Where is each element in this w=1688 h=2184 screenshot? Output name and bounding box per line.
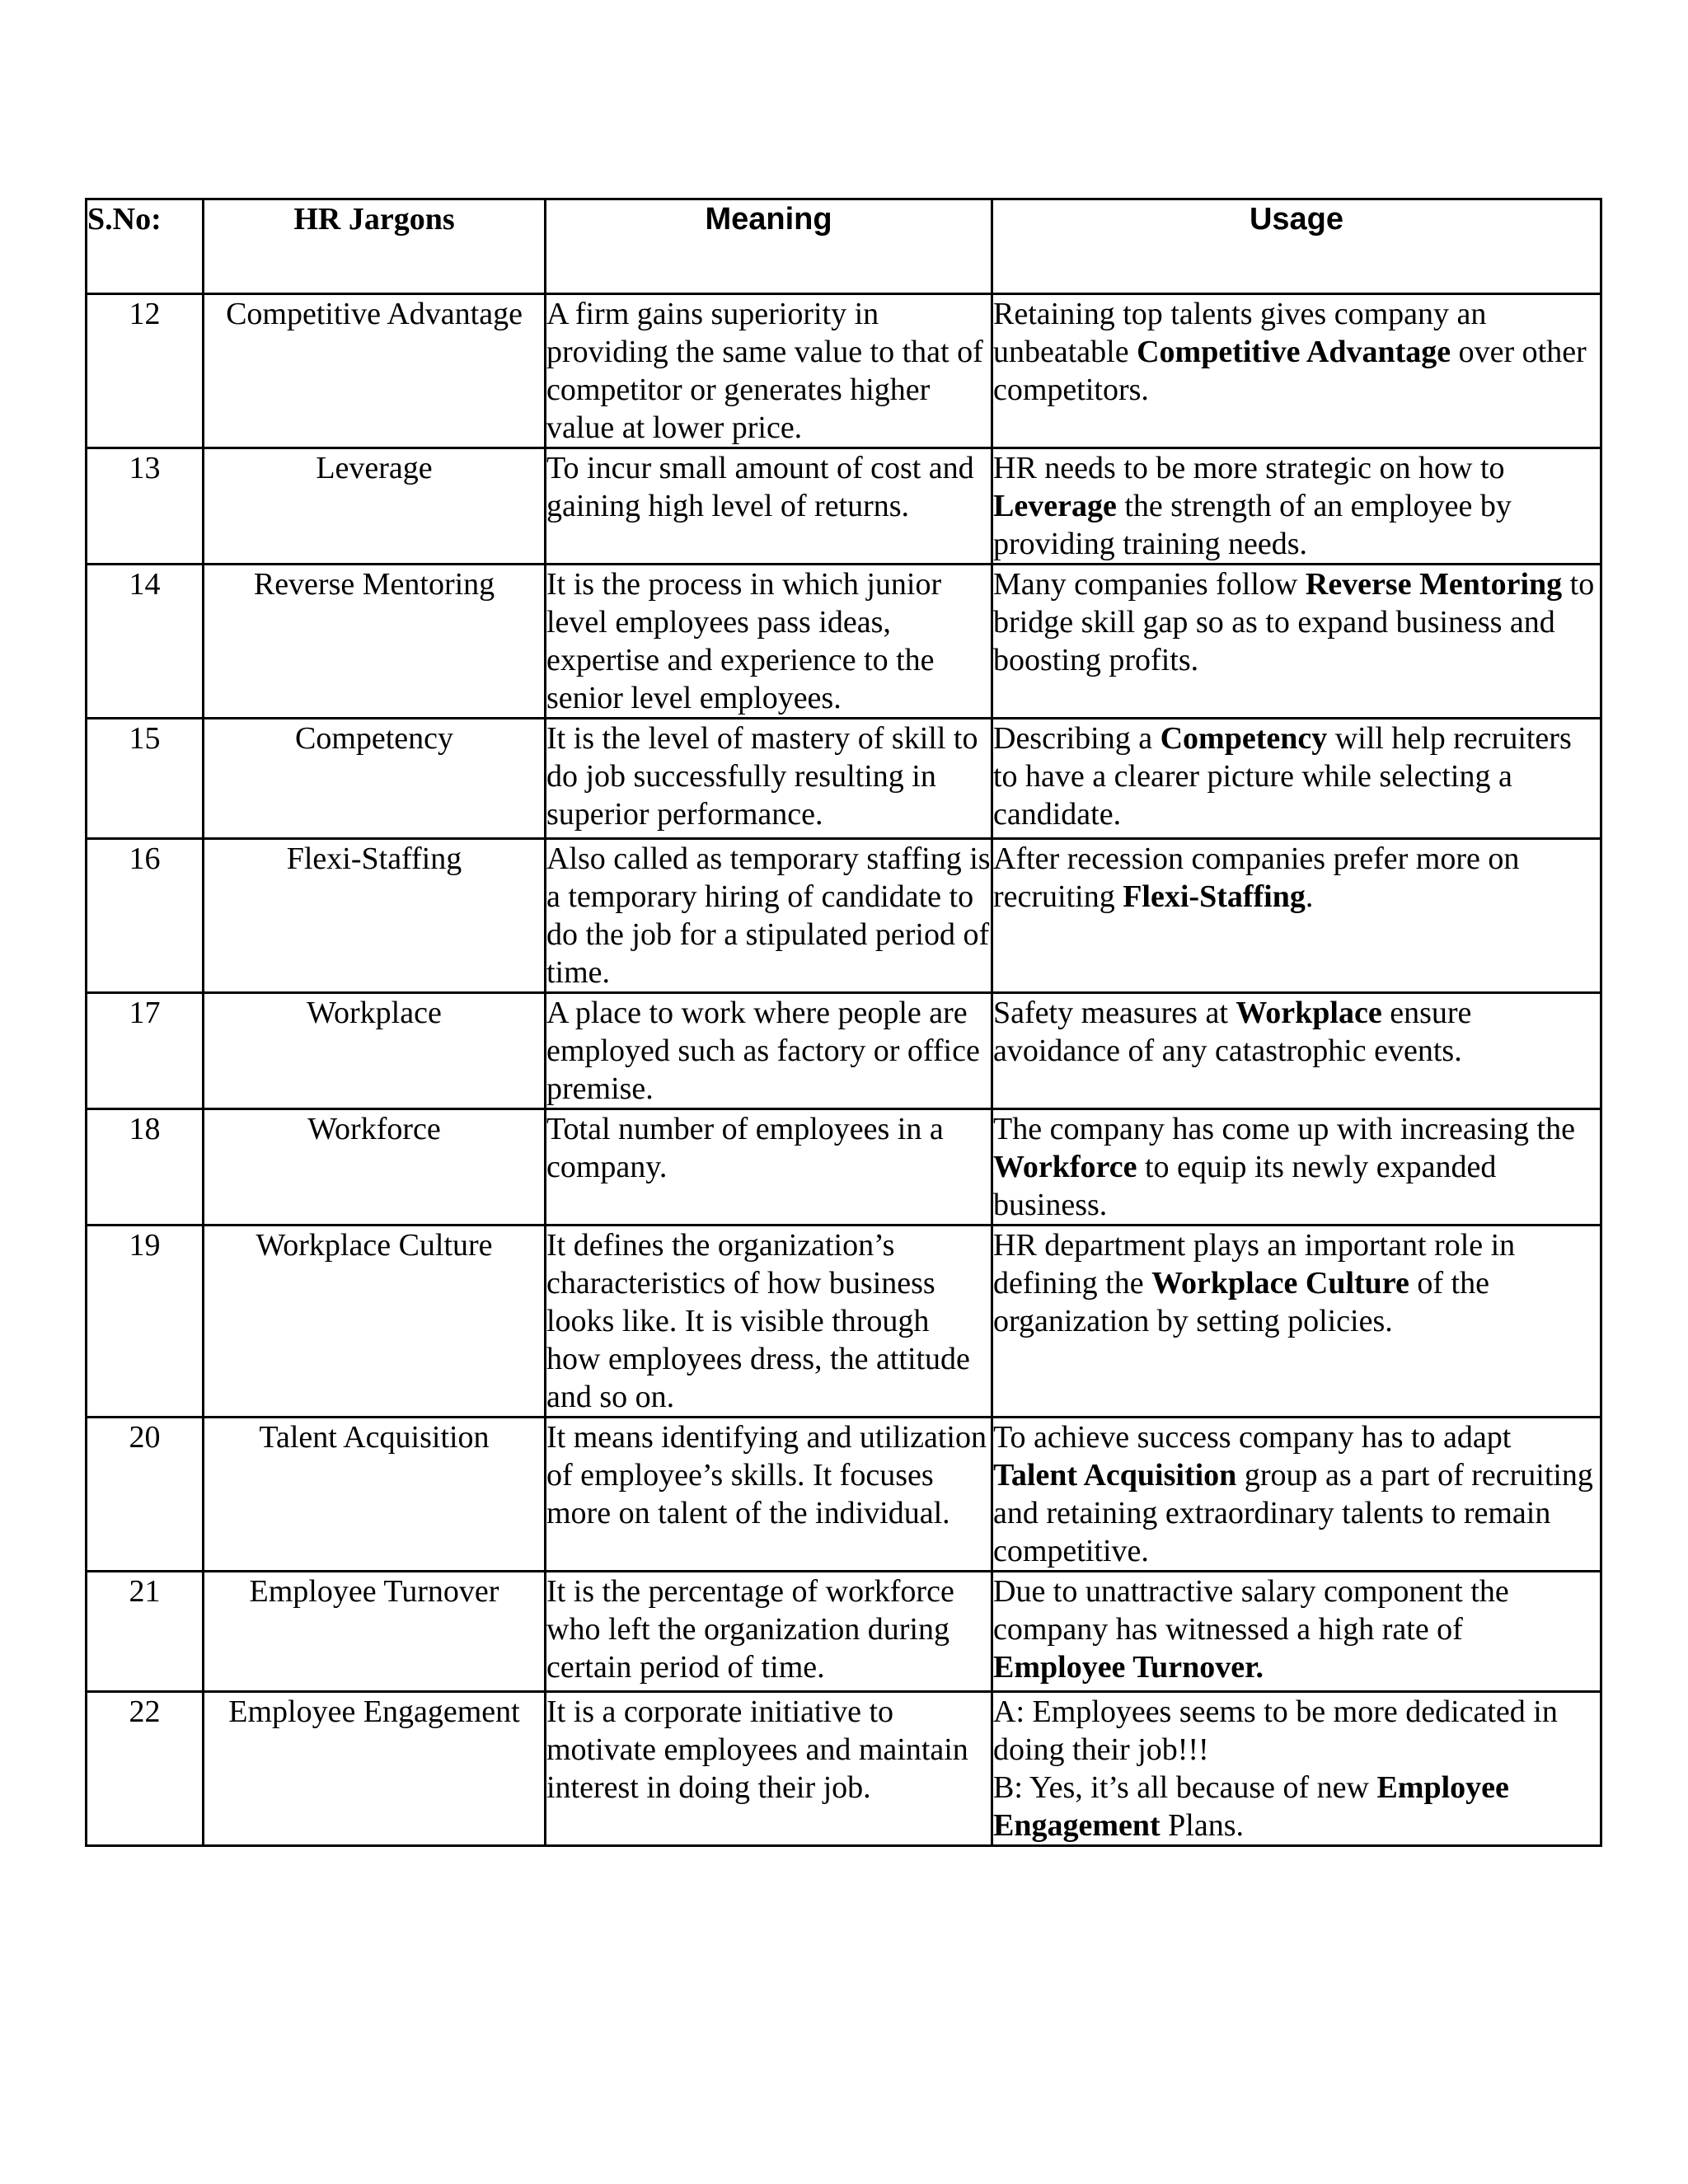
row-number: 18: [87, 1109, 204, 1226]
usage-text: will help recruiters to have a clearer picture while selecting a candidate.: [993, 721, 1572, 832]
usage-text: of the organization by setting policies.: [993, 1266, 1489, 1338]
usage-text: Retaining top talents gives company an unbeatable: [993, 297, 1487, 369]
table-row: [87, 839, 1601, 993]
jargon-meaning: It is the percentage of workforce who left the organization during certain period of time.: [546, 1572, 992, 1692]
jargon-usage: [992, 839, 1601, 993]
usage-text: To achieve success company has to adapt: [993, 1420, 1512, 1455]
usage-text: Describing a: [993, 721, 1160, 756]
usage-text: HR department plays an important role in defining the: [993, 1228, 1516, 1301]
row-number: 20: [87, 1418, 204, 1572]
table-header: [87, 199, 1601, 294]
jargon-meaning: It is a corporate initiative to motivate employees and maintain interest in doing their job.: [546, 1692, 992, 1846]
usage-highlight-term: Employee Turnover.: [993, 1650, 1264, 1685]
table-row: [87, 565, 1601, 719]
usage-highlight-term: Workplace Culture: [1151, 1266, 1409, 1301]
usage-text: HR needs to be more strategic on how to: [993, 451, 1505, 485]
jargon-meaning: It is the level of mastery of skill to do job successfully resulting in superior performance.: [546, 719, 992, 839]
table-row: [87, 1692, 1601, 1846]
jargon-meaning: A firm gains superiority in providing the same value to that of competitor or generates higher value at lower price.: [546, 294, 992, 448]
usage-highlight-term: Flexi-Staffing: [1123, 879, 1306, 914]
table-row: [87, 1109, 1601, 1226]
table-row: [87, 448, 1601, 565]
usage-text: A: Employees seems to be more dedicated in doing their job!!!: [993, 1694, 1558, 1767]
row-number: 17: [87, 993, 204, 1109]
jargon-usage: [992, 448, 1601, 565]
jargon-usage: [992, 993, 1601, 1109]
table-row: [87, 294, 1601, 448]
usage-text: over other competitors.: [993, 335, 1587, 407]
usage-highlight-term: Leverage: [993, 489, 1117, 523]
jargon-term: Competency: [204, 719, 546, 839]
row-number: 19: [87, 1226, 204, 1418]
row-number: 16: [87, 839, 204, 993]
jargon-usage: [992, 719, 1601, 839]
jargon-term: Employee Turnover: [204, 1572, 546, 1692]
jargon-term: Leverage: [204, 448, 546, 565]
usage-text: group as a part of recruiting and retaining extraordinary talents to remain competitive.: [993, 1458, 1593, 1568]
usage-highlight-term: Talent Acquisition: [993, 1458, 1237, 1493]
jargon-usage: [992, 1692, 1601, 1846]
jargon-meaning: Total number of employees in a company.: [546, 1109, 992, 1226]
usage-text: ensure avoidance of any catastrophic events.: [993, 996, 1472, 1068]
usage-text: The company has come up with increasing the: [993, 1112, 1575, 1146]
table-row: [87, 993, 1601, 1109]
usage-highlight-term: Competitive Advantage: [1137, 335, 1451, 369]
jargon-term: Talent Acquisition: [204, 1418, 546, 1572]
usage-text: .: [1305, 879, 1314, 914]
usage-highlight-term: Reverse Mentoring: [1305, 567, 1563, 602]
header-hr-jargons: HR Jargons: [204, 199, 546, 294]
table-row: [87, 1572, 1601, 1692]
usage-text: B: Yes, it’s all because of new: [993, 1770, 1377, 1805]
header-meaning: Meaning: [546, 199, 992, 294]
jargon-term: Workplace Culture: [204, 1226, 546, 1418]
table-row: [87, 1418, 1601, 1572]
jargon-meaning: To incur small amount of cost and gaining high level of returns.: [546, 448, 992, 565]
usage-text: After recession companies prefer more on recruiting: [993, 841, 1520, 914]
usage-highlight-term: Workplace: [1236, 996, 1382, 1030]
usage-highlight-term: Competency: [1160, 721, 1328, 756]
usage-text: Plans.: [1160, 1808, 1245, 1843]
jargon-meaning: Also called as temporary staffing is a temporary hiring of candidate to do the job for a stipulated period of time.: [546, 839, 992, 993]
jargon-term: Workplace: [204, 993, 546, 1109]
usage-text: to bridge skill gap so as to expand business and boosting profits.: [993, 567, 1595, 677]
jargon-usage: [992, 1109, 1601, 1226]
usage-text: Due to unattractive salary component the company has witnessed a high rate of: [993, 1574, 1509, 1647]
table-row: [87, 719, 1601, 839]
jargon-usage: [992, 1226, 1601, 1418]
jargon-term: Workforce: [204, 1109, 546, 1226]
header-usage: Usage: [992, 199, 1601, 294]
usage-text: the strength of an employee by providing training needs.: [993, 489, 1512, 561]
usage-highlight-term: Workforce: [993, 1150, 1137, 1184]
jargon-meaning: It defines the organization’s characteristics of how business looks like. It is visible through how employees dress, the attitude and so on.: [546, 1226, 992, 1418]
row-number: 22: [87, 1692, 204, 1846]
usage-text: Many companies follow: [993, 567, 1306, 602]
jargon-term: Competitive Advantage: [204, 294, 546, 448]
usage-text: Safety measures at: [993, 996, 1236, 1030]
jargon-term: Flexi-Staffing: [204, 839, 546, 993]
jargon-term: Reverse Mentoring: [204, 565, 546, 719]
jargon-usage: [992, 565, 1601, 719]
table-body: [87, 294, 1601, 1846]
jargon-usage: [992, 1418, 1601, 1572]
row-number: 15: [87, 719, 204, 839]
hr-jargons-table: [85, 198, 1602, 1847]
header-sno: S.No:: [87, 199, 204, 294]
usage-highlight-term: Employee Engagement: [993, 1770, 1509, 1843]
usage-text: to equip its newly expanded business.: [993, 1150, 1497, 1222]
row-number: 21: [87, 1572, 204, 1692]
table-row: [87, 1226, 1601, 1418]
row-number: 12: [87, 294, 204, 448]
header-row: [87, 199, 1601, 294]
jargon-usage: [992, 294, 1601, 448]
jargon-term: Employee Engagement: [204, 1692, 546, 1846]
row-number: 14: [87, 565, 204, 719]
jargon-meaning: It means identifying and utilization of employee’s skills. It focuses more on talent of the individual.: [546, 1418, 992, 1572]
row-number: 13: [87, 448, 204, 565]
jargon-usage: [992, 1572, 1601, 1692]
jargon-meaning: It is the process in which junior level employees pass ideas, expertise and experience to the senior level employees.: [546, 565, 992, 719]
jargon-meaning: A place to work where people are employed such as factory or office premise.: [546, 993, 992, 1109]
